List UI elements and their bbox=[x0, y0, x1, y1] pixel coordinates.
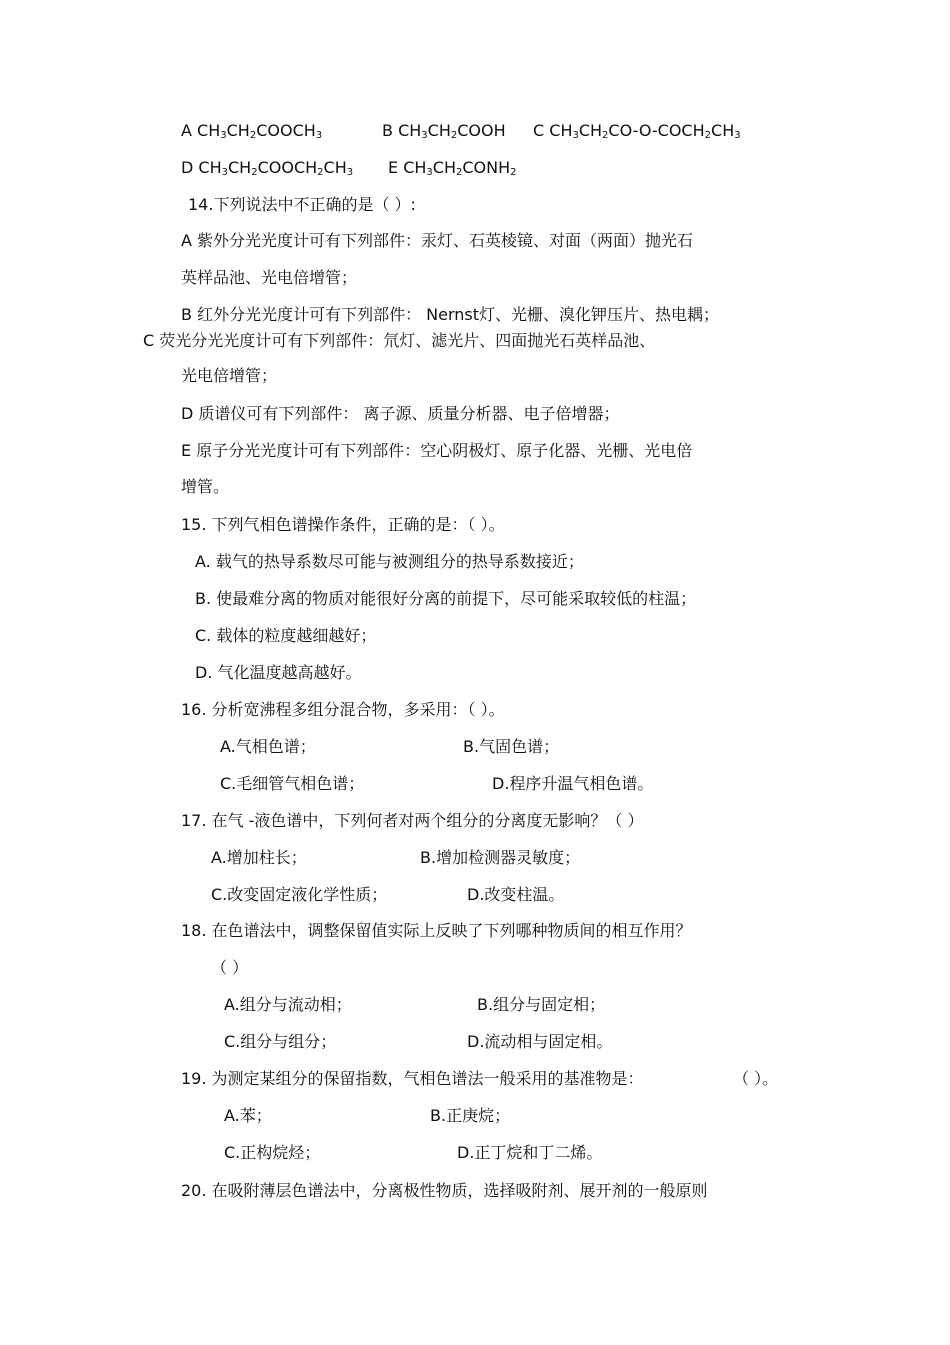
q19-stem: 19. 为测定某组分的保留指数，气相色谱法一般采用的基准物是： bbox=[181, 1069, 644, 1088]
q16-option-c: C.毛细管气相色谱； bbox=[220, 774, 365, 793]
q19-option-b: B.正庚烷； bbox=[430, 1106, 511, 1125]
q16-option-a: A.气相色谱； bbox=[220, 737, 316, 756]
q18-option-a: A.组分与流动相； bbox=[224, 995, 352, 1014]
q13-option-c: C $CH_3CH_2CO-O-COCH_2CH_3$ bbox=[533, 121, 741, 141]
q17-stem: 17. 在气 -液色谱中，下列何者对两个组分的分离度无影响？（ ） bbox=[181, 811, 644, 830]
subscript: 2 bbox=[455, 167, 463, 178]
subscript: 3 bbox=[426, 167, 433, 178]
formula-a: $CH_3CH_2COOCH_3$ bbox=[197, 121, 323, 141]
subscript: 3 bbox=[346, 167, 354, 178]
formula-c: $CH_3CH_2CO-O-COCH_2CH_3$ bbox=[549, 121, 741, 141]
q14-option-c-line2: 光电倍增管； bbox=[181, 366, 278, 385]
q14-option-e-line2: 增管。 bbox=[181, 477, 230, 496]
q13-option-a: A $CH_3CH_2COOCH_3$ bbox=[181, 121, 323, 141]
q16-option-b: B.气固色谱； bbox=[463, 737, 560, 756]
q14-option-e-line1: E 原子分光光度计可有下列部件：空心阴极灯、原子化器、光栅、光电倍 bbox=[181, 441, 693, 460]
q15-option-d: D. 气化温度越高越好。 bbox=[195, 663, 362, 682]
q14-option-a-line1: A 紫外分光光度计可有下列部件：汞灯、石英棱镜、对面（两面）抛光石 bbox=[181, 231, 694, 250]
subscript: 3 bbox=[220, 130, 227, 141]
q13-option-b: B $CH_3CH_2COOH$ bbox=[382, 121, 506, 141]
subscript: 3 bbox=[221, 167, 228, 178]
q19-option-c: C.正构烷烃； bbox=[224, 1143, 321, 1162]
q14-stem: 14.下列说法中不正确的是（ ）: bbox=[188, 195, 416, 214]
q14-option-c-line1: C 荧光分光光度计可有下列部件：氘灯、滤光片、四面抛光石英样品池、 bbox=[143, 331, 656, 350]
subscript: 2 bbox=[249, 130, 257, 141]
formula-b: $CH_3CH_2COOH$ bbox=[398, 121, 506, 141]
q18-option-d: D.流动相与固定相。 bbox=[467, 1032, 613, 1051]
q20-stem: 20. 在吸附薄层色谱法中，分离极性物质，选择吸附剂、展开剂的一般原则 bbox=[181, 1181, 708, 1200]
q17-option-b: B.增加检测器灵敏度； bbox=[420, 848, 581, 867]
subscript: 3 bbox=[734, 130, 741, 141]
q14-option-d: D 质谱仪可有下列部件： 离子源、质量分析器、电子倍增器； bbox=[181, 404, 620, 423]
subscript: 2 bbox=[704, 130, 712, 141]
q19-answer-blank: （ ）。 bbox=[733, 1069, 779, 1088]
q15-option-b: B. 使最难分离的物质对能很好分离的前提下，尽可能采取较低的柱温； bbox=[195, 589, 697, 608]
q19-option-d: D.正丁烷和丁二烯。 bbox=[457, 1143, 603, 1162]
q18-option-c: C.组分与组分； bbox=[224, 1032, 337, 1051]
q18-stem: 18. 在色谱法中，调整保留值实际上反映了下列哪种物质间的相互作用？ bbox=[181, 921, 692, 940]
subscript: 2 bbox=[450, 130, 458, 141]
q17-option-a: A.增加柱长； bbox=[211, 848, 307, 867]
subscript: 3 bbox=[315, 130, 323, 141]
q15-stem: 15. 下列气相色谱操作条件，正确的是：（ ）。 bbox=[181, 515, 505, 534]
formula-d: $CH_3CH_2COOCH_2CH_3$ bbox=[198, 158, 354, 178]
q15-option-c: C. 载体的粒度越细越好； bbox=[195, 626, 377, 645]
q13-option-d: D $CH_3CH_2COOCH_2CH_3$ bbox=[181, 158, 354, 178]
q14-option-a-line2: 英样品池、光电倍增管； bbox=[181, 268, 358, 287]
subscript: 2 bbox=[510, 167, 517, 178]
q16-stem: 16. 分析宽沸程多组分混合物，多采用：（ ）。 bbox=[181, 700, 505, 719]
subscript: 2 bbox=[602, 130, 609, 141]
q14-option-b: B 红外分光光度计可有下列部件： Nernst灯、光栅、溴化钾压片、热电耦； bbox=[181, 305, 720, 324]
subscript: 3 bbox=[421, 130, 428, 141]
q16-option-d: D.程序升温气相色谱。 bbox=[492, 774, 654, 793]
q19-option-a: A.苯； bbox=[224, 1106, 272, 1125]
q13-option-e: E $CH_3CH_2CONH_2$ bbox=[388, 158, 517, 178]
q15-option-a: A. 载气的热导系数尽可能与被测组分的热导系数接近； bbox=[195, 552, 584, 571]
formula-e: $CH_3CH_2CONH_2$ bbox=[403, 158, 517, 178]
q17-option-c: C.改变固定液化学性质； bbox=[211, 885, 388, 904]
q17-option-d: D.改变柱温。 bbox=[467, 885, 565, 904]
subscript: 3 bbox=[572, 130, 579, 141]
q18-option-b: B.组分与固定相； bbox=[477, 995, 606, 1014]
subscript: 2 bbox=[251, 167, 258, 178]
q18-answer-blank: （ ） bbox=[211, 958, 249, 977]
subscript: 2 bbox=[317, 167, 324, 178]
